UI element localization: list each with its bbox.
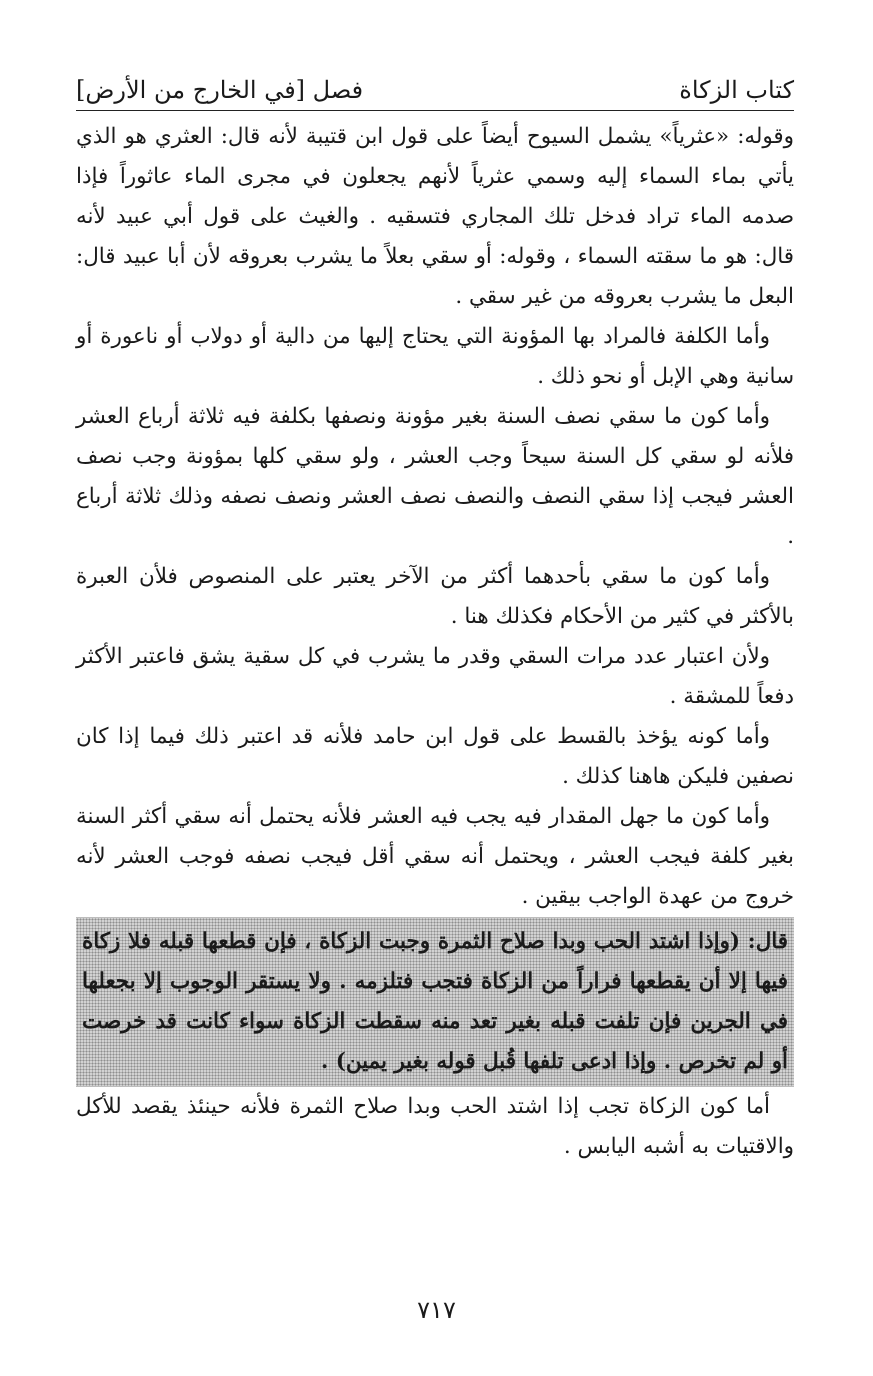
body-text xyxy=(76,117,794,1167)
page-number: ٧١٧ xyxy=(417,1296,456,1324)
paragraph-4: وأما كون ما سقي بأحدهما أكثر من الآخر يعتبر على المنصوص فلأن العبرة بالأكثر في كثير من الأحكام فكذلك هنا . xyxy=(76,564,794,629)
paragraph-1: وقوله: «عثرياً» يشمل السيوح أيضاً على قول ابن قتيبة لأنه قال: العثري هو الذي يأتي بماء السماء إليه وسمي عثرياً لأنهم يجعلون في مجرى الماء عاثوراً فإذا صدمه الماء تراد فدخل تلك المجاري فتسقيه . والغيث على قول أبي عبيد لأنه قال: هو ما سقته السماء ، وقوله: أو سقي بعلاً ما يشرب بعروقه لأن أبا عبيد قال: البعل ما يشرب بعروقه من غير سقي . xyxy=(76,124,794,309)
matn-text: قال: (وإذا اشتد الحب وبدا صلاح الثمرة وجبت الزكاة ، فإن قطعها قبله فلا زكاة فيها إلا أن يقطعها فراراً من الزكاة فتجب فتلزمه . ولا يستقر الوجوب إلا بجعلها في الجرين فإن تلفت قبله بغير تعد منه سقطت الزكاة سواء كانت قد خرصت أو لم تخرص . وإذا ادعى تلفها قُبل قوله بغير يمين) . xyxy=(76,917,794,1087)
book-title: كتاب الزكاة xyxy=(679,76,794,104)
section-title: فصل [في الخارج من الأرض] xyxy=(76,76,364,104)
running-header xyxy=(76,50,794,111)
paragraph-6: وأما كونه يؤخذ بالقسط على قول ابن حامد فلأنه قد اعتبر ذلك فيما إذا كان نصفين فليكن هاهنا كذلك . xyxy=(76,724,794,789)
paragraph-7: وأما كون ما جهل المقدار فيه يجب فيه العشر فلأنه يحتمل أنه سقي أكثر السنة بغير كلفة فيجب العشر ، ويحتمل أنه سقي أقل فيجب نصفه فوجب العشر لأنه خروج من عهدة الواجب بيقين . xyxy=(76,804,794,909)
paragraph-5: ولأن اعتبار عدد مرات السقي وقدر ما يشرب في كل سقية يشق فاعتبر الأكثر دفعاً للمشقة . xyxy=(76,644,794,709)
paragraph-3: وأما كون ما سقي نصف السنة بغير مؤونة ونصفها بكلفة فيه ثلاثة أرباع العشر فلأنه لو سقي كل السنة سيحاً وجب العشر ، ولو سقي كلها بمؤونة وجب نصف العشر فيجب إذا سقي النصف والنصف نصف العشر ونصف نصفه وذلك ثلاثة أرباع . xyxy=(76,404,794,549)
book-page xyxy=(76,50,794,1167)
paragraph-2: وأما الكلفة فالمراد بها المؤونة التي يحتاج إليها من دالية أو دولاب أو ناعورة أو سانية وهي الإبل أو نحو ذلك . xyxy=(76,324,794,389)
closing-paragraph: أما كون الزكاة تجب إذا اشتد الحب وبدا صلاح الثمرة فلأنه حينئذ يقصد للأكل والاقتيات به أشبه اليابس . xyxy=(76,1094,794,1159)
